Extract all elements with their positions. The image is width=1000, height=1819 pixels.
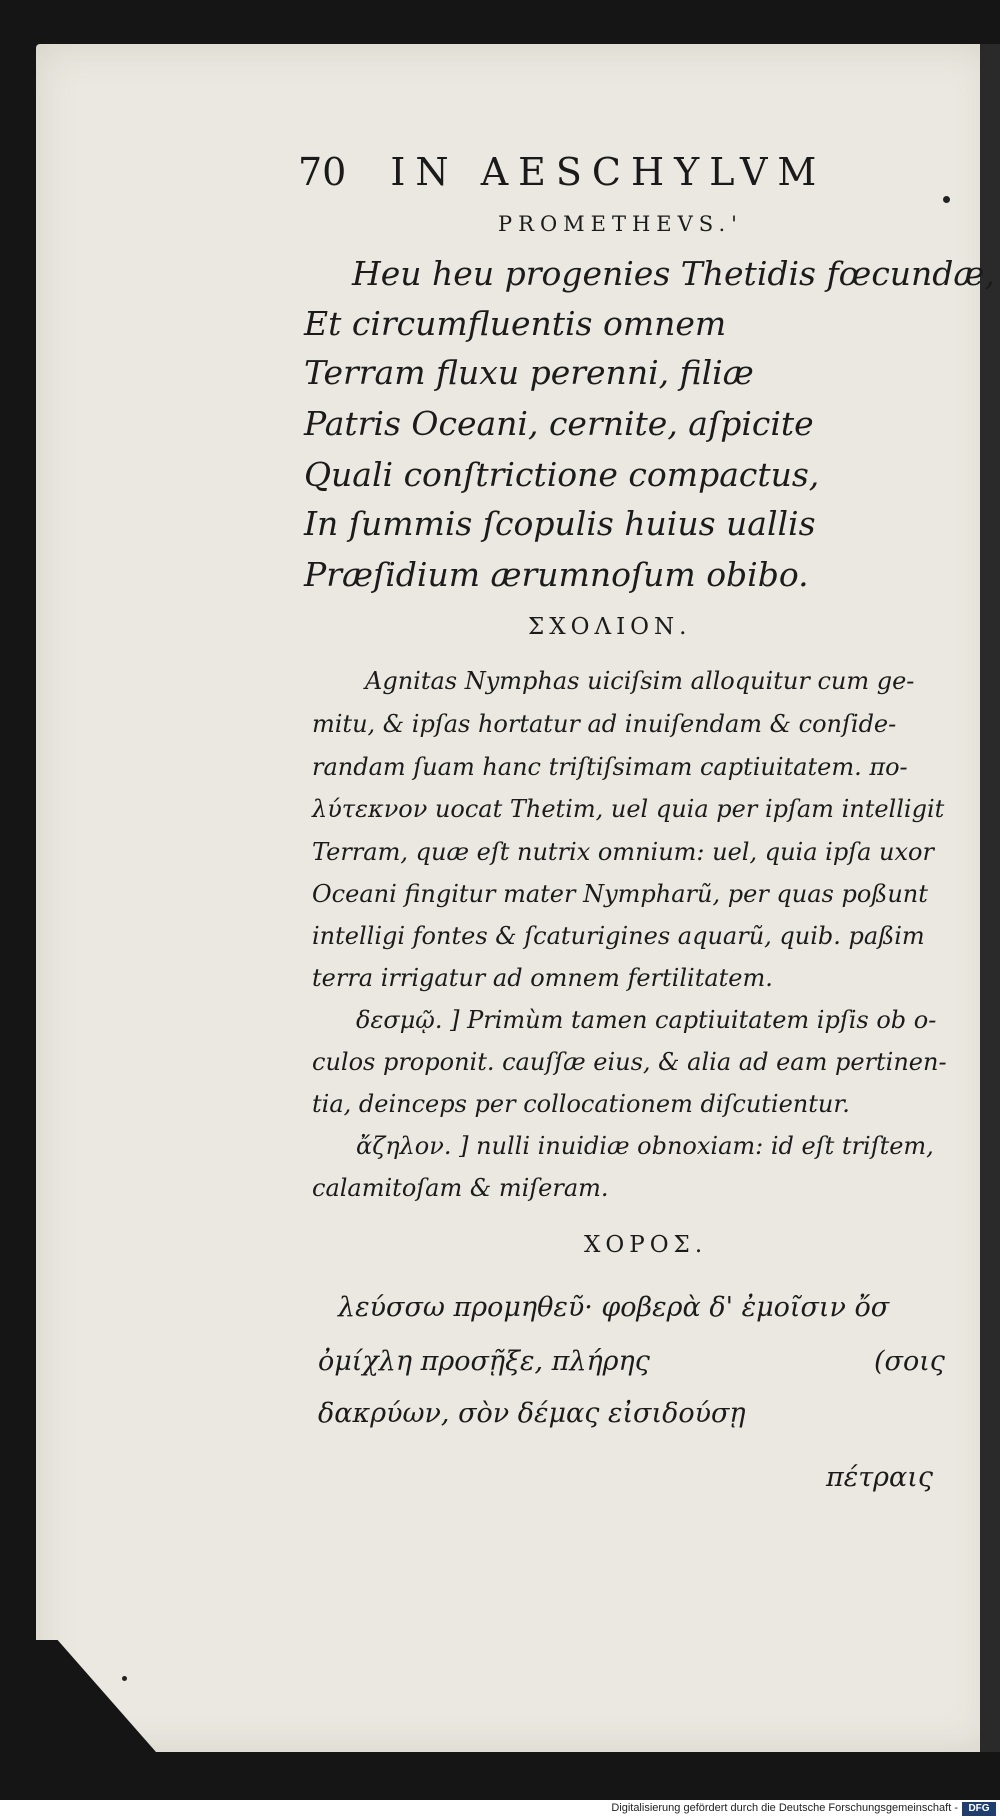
- verse-line: Patris Oceani, cernite, aſpicite: [304, 404, 814, 443]
- page-number: 70: [298, 150, 347, 194]
- greek-verse-line: λεύσσω προμηθεῦ· φοβερὰ δ' ἐμοῖσιν ὄσ: [338, 1292, 890, 1323]
- scholion-line: tia, deinceps per collocationem diſcutientur.: [312, 1090, 850, 1118]
- scholion-line: δεσμῷ. ] Primùm tamen captiuitatem ipſis ob o-: [356, 1006, 937, 1034]
- verse-line: Heu heu progenies Thetidis fœcundæ,: [352, 254, 995, 293]
- scholion-line: terra irrigatur ad omnem fertilitatem.: [312, 964, 773, 992]
- digitization-footer: [0, 1800, 1000, 1819]
- scholion-line: calamitoſam & miſeram.: [312, 1174, 609, 1202]
- scholion-heading: ΣΧΟΛΙΟΝ.: [528, 614, 692, 640]
- scholion-line: randam ſuam hanc triſtiſsimam captiuitatem. πο-: [312, 753, 908, 781]
- margin-dot: [943, 196, 950, 203]
- dfg-logo: DFG: [962, 1802, 996, 1816]
- running-title: IN AESCHYLVM: [390, 150, 827, 194]
- verse-line: Et circumfluentis omnem: [304, 304, 727, 343]
- scholion-line: Oceani fingitur mater Nympharũ, per quas poßunt: [312, 880, 928, 908]
- verse-line: Terram fluxu perenni, filiæ: [304, 353, 754, 392]
- scholion-line: mitu, & ipſas hortatur ad inuiſendam & conſide-: [312, 710, 897, 738]
- greek-verse-line: ὀμίχλη προσῇξε, πλήρης: [318, 1346, 650, 1377]
- scholion-line: Terram, quæ eſt nutrix omnium: uel, quia ipſa uxor: [312, 838, 934, 866]
- scholion-line: λύτεκνον uocat Thetim, uel quia per ipſam intelligit: [312, 795, 945, 823]
- verse-line: Quali conſtrictione compactus,: [304, 455, 820, 494]
- scholion-line: intelligi fontes & ſcaturigines aquarũ, quib. paßim: [312, 922, 925, 950]
- speaker-prometheus: PROMETHEVS.': [498, 212, 743, 236]
- dfg-credit-text: Digitalisierung gefördert durch die Deutsche Forschungsgemeinschaft -: [611, 1802, 958, 1814]
- adjacent-page-edge: [980, 44, 1000, 1752]
- verse-line: In ſummis ſcopulis huius uallis: [304, 504, 816, 543]
- catchword: πέτραις: [826, 1462, 933, 1493]
- margin-dot: [122, 1676, 127, 1681]
- scholion-line: ἄζηλον. ] nulli inuidiæ obnoxiam: id eſt triſtem,: [356, 1132, 934, 1160]
- scholion-line: culos proponit. cauſſæ eius, & alia ad eam pertinen-: [312, 1048, 947, 1076]
- greek-verse-line: δακρύων, σὸν δέμας εἰσιδούσῃ: [318, 1398, 746, 1429]
- greek-side-word: (σοις: [874, 1346, 945, 1377]
- speaker-chorus: ΧΟΡΟΣ.: [584, 1232, 708, 1258]
- verse-line: Præſidium ærumnoſum obibo.: [304, 555, 809, 594]
- scholion-line: Agnitas Nymphas uiciſsim alloquitur cum ge-: [365, 667, 915, 695]
- running-header: [298, 150, 826, 194]
